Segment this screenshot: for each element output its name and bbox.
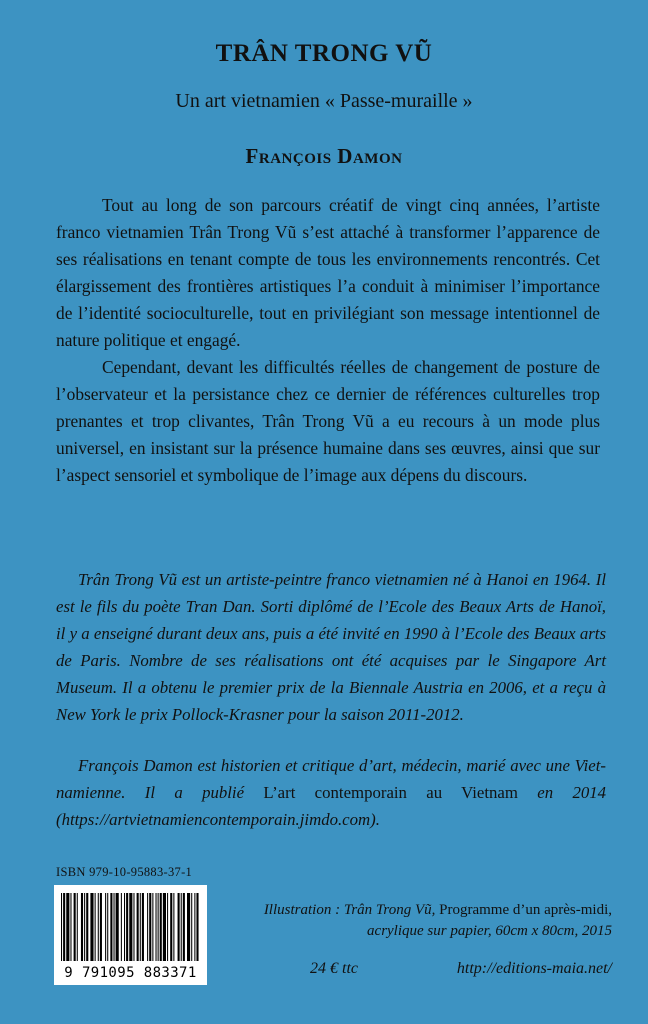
barcode-bar <box>74 893 76 961</box>
barcode-bar <box>121 893 122 961</box>
barcode-bar <box>142 893 144 961</box>
isbn-number: ISBN 979-10-95883-37-1 <box>56 865 193 879</box>
illustration-line-1 <box>212 900 612 921</box>
artist-bio <box>56 566 606 728</box>
barcode-bar <box>63 893 65 961</box>
summary-paragraph-1: Tout au long de son parcours créatif de vingt cinq années, l’artiste franco vietnamien Trân Trong Vũ s’est attaché à transformer l’apparence de ses réalisations en tenant compte de tous les environnements rencontrés. Cet élargissement des frontières artistiques l’a conduit à minimiser l’importance de l’identité socioculturelle, tout en privilégiant son message intentionnel de nature politique et engagé. <box>56 195 600 350</box>
illustration-prefix: Illustration : Trân Trong Vũ, <box>263 902 436 918</box>
author-bio-part2: en 2014 (https://artvietnamiencontemporain.jimdo.com). <box>56 783 607 829</box>
barcode-bar <box>181 893 182 961</box>
barcode-bar <box>100 893 102 961</box>
barcode-bar <box>95 893 96 961</box>
barcode-bar <box>84 893 85 961</box>
summary-text <box>56 192 600 489</box>
barcode-bar <box>129 893 132 961</box>
barcode-bar <box>90 893 93 961</box>
barcode-digits: 9 791095 883371 <box>64 965 197 981</box>
barcode-bar <box>77 893 78 961</box>
barcode-bar <box>178 893 180 961</box>
barcode-bar <box>170 893 172 961</box>
barcode-bar <box>147 893 148 961</box>
barcode-bar <box>114 893 115 961</box>
barcode-bars <box>59 893 202 963</box>
barcode-bar <box>66 893 69 961</box>
summary-paragraph-2: Cependant, devant les difficultés réelles de changement de posture de l’observateur et la persistance chez ce dernier de références culturelles trop prenantes et trop clivantes, Trân Trong Vũ a eu recours à un mode plus universel, en insistant sur la présence humaine dans ses œuvres, ainsi que sur l’aspect sensoriel et symbolique de l’image aux dépens du discours. <box>56 357 600 485</box>
barcode-bar <box>105 893 106 961</box>
author-bio-book-title: L’art contemporain au Vietnam <box>263 783 518 802</box>
artist-bio-text: Trân Trong Vũ est un artiste-peintre franco vietnamien né à Hanoi en 1964. Il est le fils du poète Tran Dan. Sorti diplômé de l’Ecole des Beaux Arts de Hanoï, il y a enseigné durant deux ans, puis a été invité en 1990 à l’Ecole des Beaux arts de Paris. Nombre de ses réalisations ont été acquises par le Singapore Art Museum. Il a obtenu le premier prix de la Biennale Austria en 2006, et a reçu à New York le prix Pollock-Krasner pour la saison 2011-2012. <box>56 570 606 724</box>
barcode-bar <box>149 893 151 961</box>
barcode-bar <box>194 893 195 961</box>
barcode-bar <box>133 893 134 961</box>
barcode-bar <box>116 893 119 961</box>
barcode-bar <box>191 893 192 961</box>
barcode-bar <box>167 893 168 961</box>
author-bio-text <box>56 752 606 833</box>
barcode-bar <box>158 893 159 961</box>
barcode-bar <box>196 893 198 961</box>
barcode-bar <box>110 893 112 961</box>
illustration-work: Programme d’un après-midi, <box>435 902 612 918</box>
barcode-bar <box>81 893 83 961</box>
barcode-bar <box>152 893 153 961</box>
barcode-bar <box>107 893 108 961</box>
barcode-bar <box>156 893 157 961</box>
author-bio-part1: François Damon est historien et critique d’art, médecin, marié avec une Vietnamienne. Il a publié <box>56 756 606 802</box>
publisher-url: http://editions-maia.net/ <box>456 960 612 977</box>
book-subtitle: Un art vietnamien « Passe-muraille » <box>175 90 473 112</box>
illustration-credit <box>212 900 612 942</box>
barcode-bar <box>137 893 139 961</box>
barcode-bar <box>98 893 99 961</box>
barcode-bar <box>126 893 128 961</box>
barcode-bar <box>163 893 166 961</box>
barcode-bar <box>124 893 125 961</box>
illustration-details: acrylique sur papier, 60cm x 80cm, 2015 <box>367 923 612 939</box>
barcode <box>54 885 207 985</box>
barcode-bar <box>160 893 162 961</box>
book-title: TRÂN TRONG VŨ <box>215 40 433 67</box>
barcode-bar <box>70 893 71 961</box>
barcode-bar <box>86 893 88 961</box>
barcode-bar <box>183 893 185 961</box>
barcode-bar <box>140 893 141 961</box>
barcode-bar <box>187 893 190 961</box>
price: 24 € ttc <box>310 960 358 977</box>
barcode-bar <box>173 893 174 961</box>
barcode-bar <box>61 893 62 961</box>
author-bio <box>56 752 606 833</box>
author-name: François Damon <box>245 144 403 168</box>
